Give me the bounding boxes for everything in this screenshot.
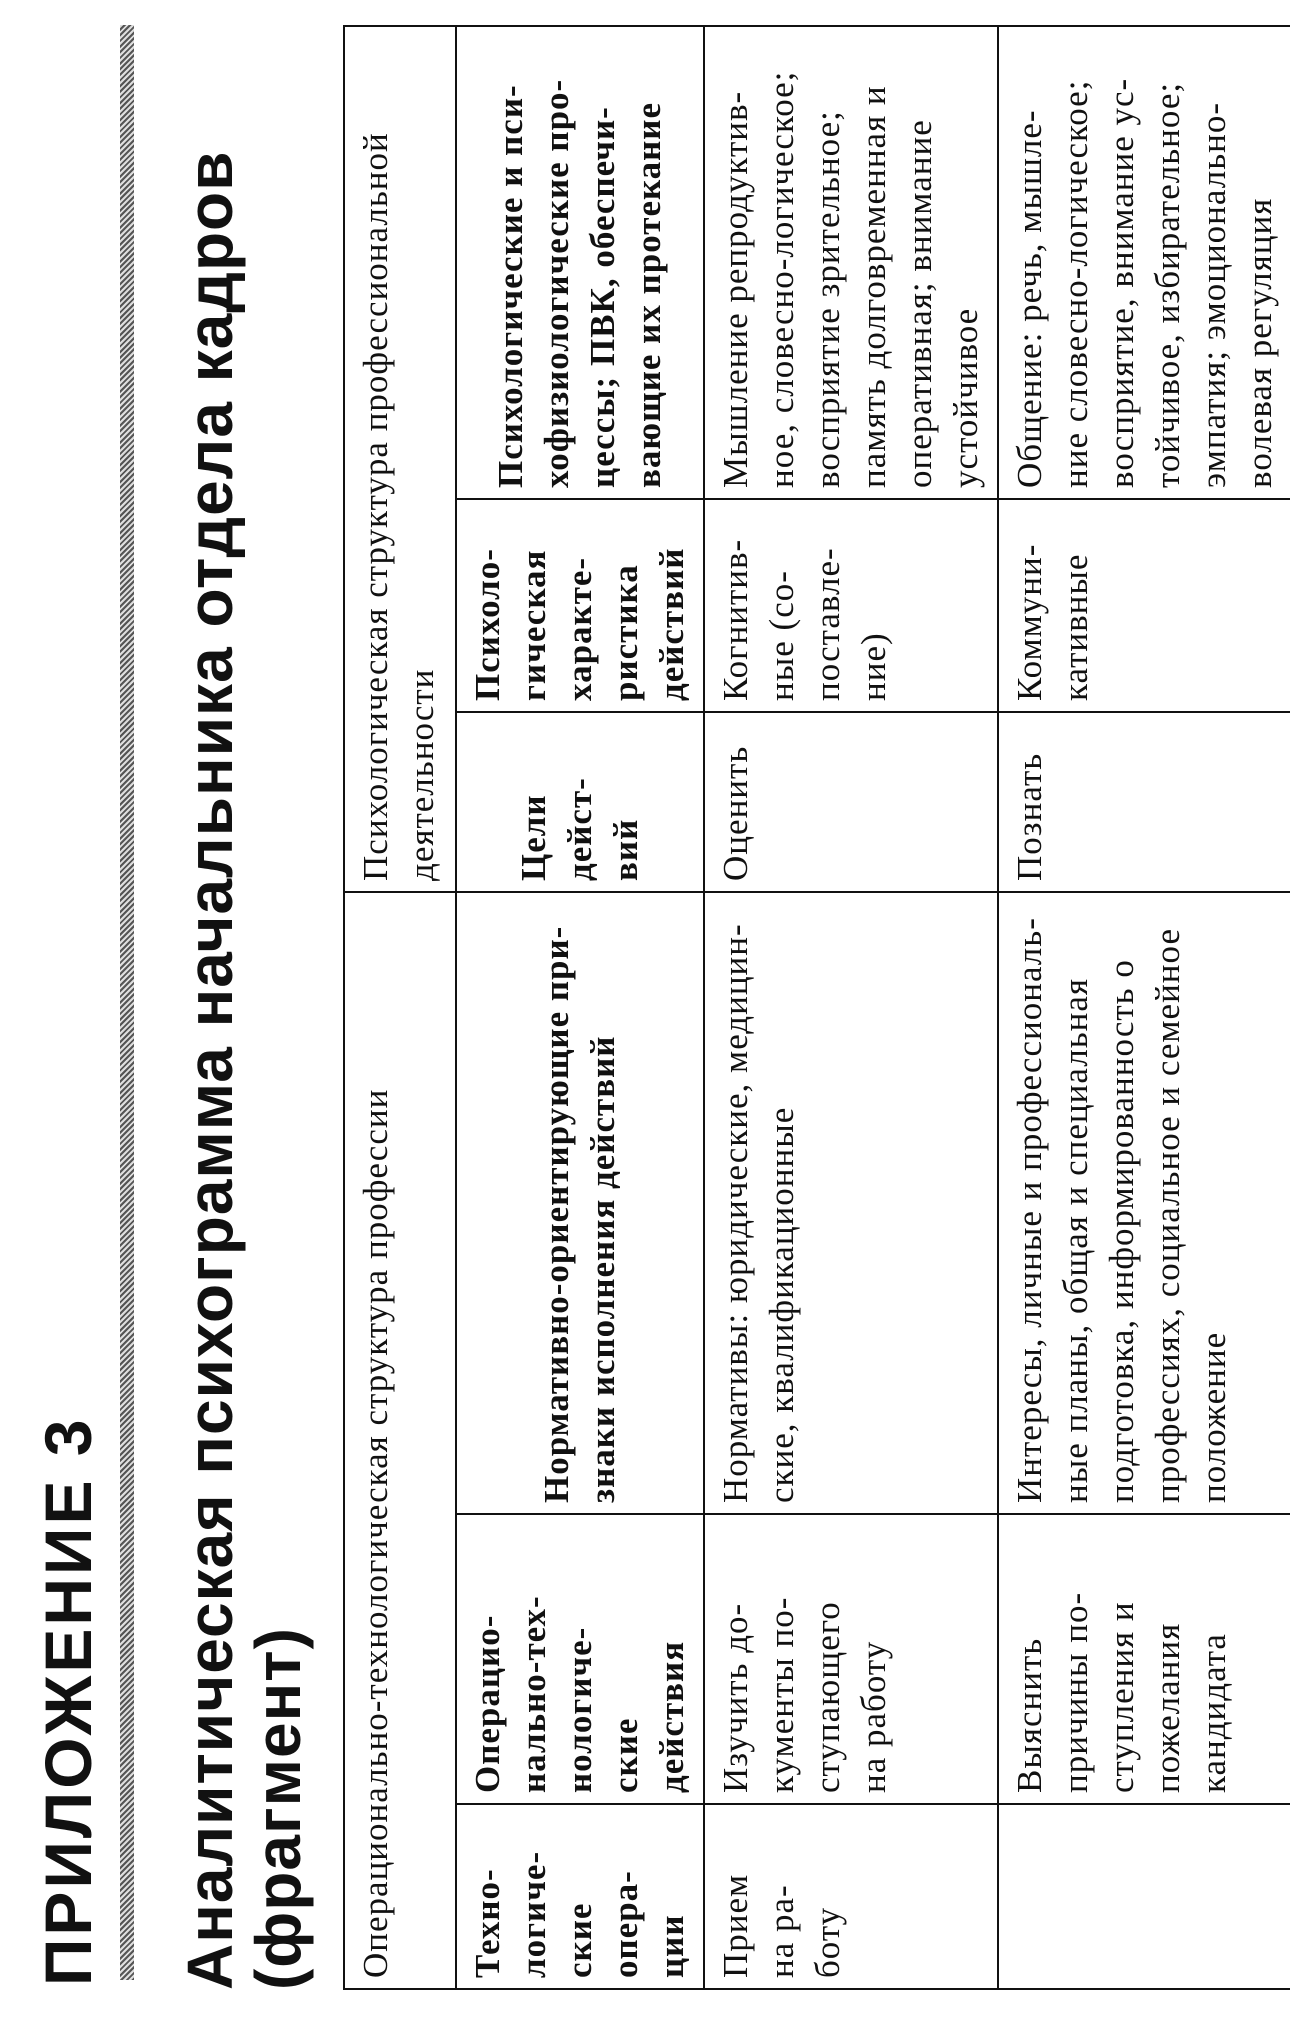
column-header: Цели дейст- вий <box>456 712 704 892</box>
document-title: Аналитическая психограмма начальника отдела кадров (фрагмент) <box>174 150 314 1990</box>
group-header-operational: Операционально-технологическая структура профессии <box>344 892 456 1989</box>
column-header: Техно- логиче- ские опера- ции <box>456 1804 704 1989</box>
table-cell: Интересы, личные и профессиональ- ные планы, общая и специальная подготовка, информированность о профессиях, социальное и семейное положение <box>998 892 1290 1514</box>
column-header: Психоло- гическая характе- ристика действий <box>456 499 704 712</box>
table-cell: Изучить до- кументы по- ступающего на работу <box>704 1514 998 1804</box>
table-cell: Оценить <box>704 712 998 892</box>
table-cell: Коммуни- кативные <box>998 499 1290 712</box>
table-cell: Когнитив- ные (со- поставле- ние) <box>704 499 998 712</box>
table-cell: Выяснить причины по- ступления и пожелания кандидата <box>998 1514 1290 1804</box>
group-header-row <box>344 26 456 1989</box>
table-cell <box>998 1804 1290 1989</box>
psychogram-table <box>343 25 1290 1990</box>
column-header: Операцио- нально-тех- нологиче- ские действия <box>456 1514 704 1804</box>
column-header: Психологические и пси- хофизиологические про- цессы; ПВК, обеспечи- вающие их протекание <box>456 26 704 499</box>
table-cell: Мышление репродуктив- ное, словесно-логическое; восприятие зрительное; память долговременная и оперативная; внимание устойчивое <box>704 26 998 499</box>
table-row <box>704 26 998 1989</box>
group-header-psychological: Психологическая структура профессиональной деятельности <box>344 26 456 892</box>
appendix-heading: ПРИЛОЖЕНИЕ 3 <box>31 1416 105 1986</box>
column-header-row <box>456 26 704 1989</box>
table-row <box>998 26 1290 1989</box>
hatched-divider <box>120 25 134 1980</box>
table-cell: Прием на ра- боту <box>704 1804 998 1989</box>
table-cell: Общение: речь, мышле- ние словесно-логическое; восприятие, внимание ус- тойчивое, избирательное; эмпатия; эмоционально- волевая регуляция <box>998 26 1290 499</box>
column-header: Нормативно-ориентирующие при- знаки исполнения действий <box>456 892 704 1514</box>
table-cell: Нормативы: юридические, медицин- ские, квалификационные <box>704 892 998 1514</box>
table-cell: Познать <box>998 712 1290 892</box>
